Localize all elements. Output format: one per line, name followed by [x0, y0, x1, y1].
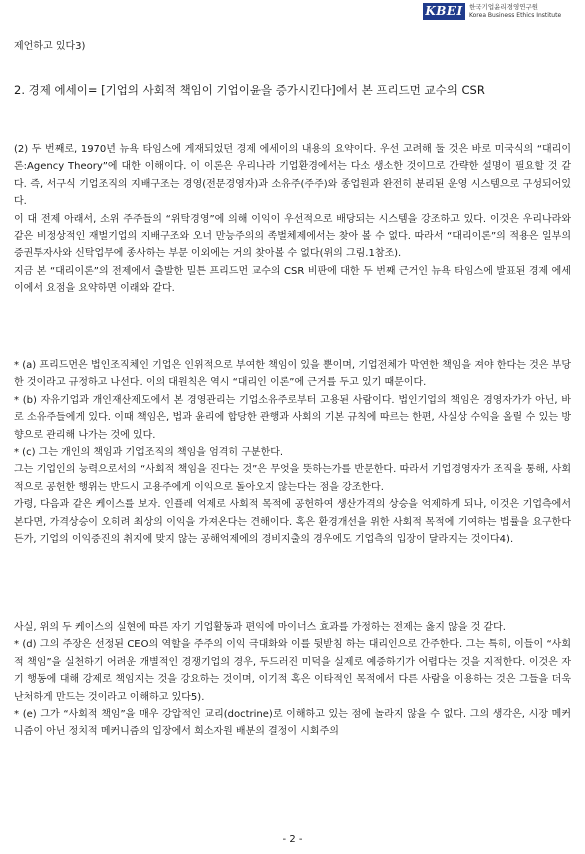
bullet-a: * (a) 프리드먼은 법인조직체인 기업은 인위적으로 부여한 책임이 있을 뿐이며, 기업전체가 막연한 책임을 져야 한다는 것은 부당한 것이라고 규정하고 나선다. 이의 대원칙은 역시 “대리인 이론”에 근거를 두고 있기 때문이다.	[14, 360, 571, 389]
paragraph: (2) 두 번째로, 1970년 뉴욕 타임스에 게재되었던 경제 에세이의 내용의 요약이다. 우선 고려해 둘 것은 바로 미국식의 “대리이론:Agency Theory”에 대한 이해이다. 이 이론은 우리나라 기업환경에서는 다소 생소한 것이므로 간략한 설명이 필요할 것 같다. 즉, 서구식 기업조직의 지배구조는 경영(전문경영자)과 소유주(주주)와 종업원과 완전히 분리된 운영 시스템으로 구성되어있다.	[14, 144, 571, 208]
bullet-b: * (b) 자유기업과 개인재산제도에서 본 경영관리는 기업소유주로부터 고용된 사람이다. 법인기업의 책임은 경영자가가 아닌, 바로 소유주들에게 있다. 이때 책임은, 법과 윤리에 합당한 관행과 사회의 기본 규칙에 따르는 한편, 사실상 수익을 올릴 수 있는 방향으로 관리해 나가는 것에 있다.	[14, 394, 571, 441]
body-section-1	[14, 141, 571, 298]
paragraph: 그는 기업인의 능력으로서의 “사회적 책임을 진다는 것”은 무엇을 뜻하는가를 반문한다. 따라서 기업경영자가 조직을 통해, 사회적으로 공헌한 행위는 반드시 고용주에게 이익으로 돌아오지 않는다는 점을 강조한다.	[14, 464, 571, 493]
intro-block	[14, 38, 571, 55]
bullet-c: * (c) 그는 개인의 책임과 기업조직의 책임을 엄격히 구분한다.	[14, 447, 284, 459]
org-name-english: Korea Business Ethics Institute	[469, 12, 562, 19]
bullet-e: * (e) 그가 “사회적 책임”을 매우 강압적인 교리(doctrine)로 이해하고 있는 점에 놀라지 않을 수 없다. 그의 생각은, 시장 메커니즘이 아닌 정치적 메커니즘의 입장에서 희소자원 배분의 결정이 시회주의	[14, 709, 571, 738]
paragraph: 지금 본 “대리이론”의 전제에서 출발한 밀튼 프리드먼 교수의 CSR 비판에 대한 두 번째 근거인 뉴욕 타임스에 발표된 경제 에세이에서 요점을 요약하면 이래와 같다.	[14, 265, 571, 295]
org-name-korean: 한국기업윤리경영연구원	[469, 3, 539, 11]
section-heading: 2. 경제 에세이= [기업의 사회적 책임이 기업이윤을 증가시킨다]에서 본 프리드먼 교수의 CSR	[14, 83, 485, 97]
body-section-2	[14, 357, 571, 548]
intro-line: 제언하고 있다3)	[14, 41, 86, 52]
bullet-d: * (d) 그의 주장은 선정된 CEO의 역할을 주주의 이익 극대화와 이를 뒷받침 하는 대리인으로 간주한다. 그는 특히, 이들이 “사회적 책임”을 실천하기 어려운 개별적인 경쟁기업의 경우, 두드러진 미덕을 실제로 예증하기가 어렵다는 것을 지적한다. 이것은 자기 행동에 대해 강제로 책임지는 것을 강요하는 것이며, 이기적 혹은 이타적인 목적에서 다른 사람을 이용하는 것은 그들을 더욱 난처하게 만드는 것이라고 이해하고 있다5).	[14, 639, 571, 703]
paragraph: 사실, 위의 두 케이스의 실현에 따른 자기 기업활동과 편익에 마이너스 효과를 가정하는 전제는 옳지 않을 것 같다.	[14, 622, 506, 633]
page-header	[423, 2, 573, 24]
body-section-3	[14, 619, 571, 741]
paragraph: 가령, 다음과 같은 케이스를 보자. 인플레 억제로 사회적 목적에 공헌하여 생산가격의 상승을 억제하게 되나, 이것은 기업측에서 본다면, 가격상승이 오히려 최상의 이익을 가져온다는 견해이다. 혹은 환경개선을 위한 사회적 목적에 기여하는 법률을 요구한다든가, 기업의 이익증진의 취지에 맞지 않는 공해억제에의 경비지출의 경우에도 기업측의 입장이 달라지는 것이다4).	[14, 499, 571, 546]
kbei-logo: KBEI	[423, 3, 465, 20]
paragraph: 이 대 전제 아래서, 소위 주주들의 “위탁경영”에 의해 이익이 우선적으로 배당되는 시스템을 강조하고 있다. 이것은 우리나라와 같은 비정상적인 재벌기업의 지배구조와 오너 만능주의의 족벌체제에서는 찾아 볼 수 없다. 따라서 “대리이론”의 적용은 일부의 증권투자사와 신탁업무에 종사하는 부문 이외에는 거의 찾아볼 수 없다(위의 그림.1참조).	[14, 213, 571, 260]
page-number: - 2 -	[282, 834, 303, 845]
